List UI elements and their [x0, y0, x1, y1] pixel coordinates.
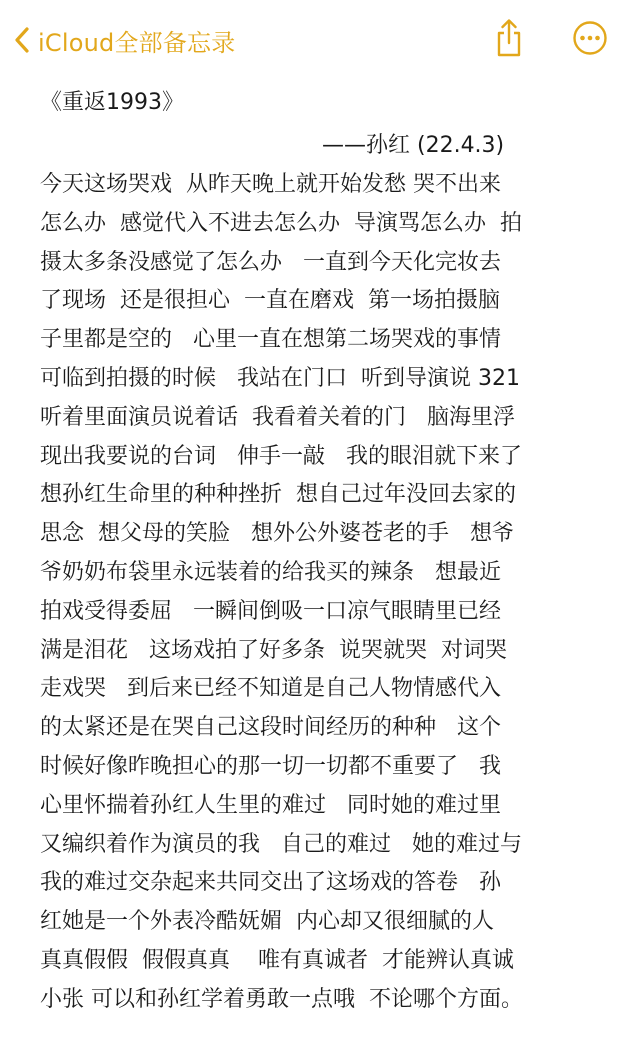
note-line: 思念 想父母的笑脸 想外公外婆苍老的手 想爷: [40, 521, 514, 547]
note-author: ——孙红 (22.4.3): [322, 133, 505, 158]
note-line: 摄太多条没感觉了怎么办 一直到今天化完妆去: [40, 249, 501, 275]
note-line: 满是泪花 这场戏拍了好多条 说哭就哭 对词哭: [40, 637, 507, 663]
note-line: 怎么办 感觉代入不进去怎么办 导演骂怎么办 拍: [40, 210, 522, 236]
navigation-bar: [0, 0, 640, 78]
note-line: 现出我要说的台词 伸手一敲 我的眼泪就下来了: [40, 443, 522, 469]
note-line: 听着里面演员说着话 我看着关着的门 脑海里浮: [40, 404, 515, 430]
note-line: 我的难过交杂起来共同交出了这场戏的答卷 孙: [40, 870, 501, 896]
note-content[interactable]: [40, 80, 610, 1020]
note-line: 子里都是空的 心里一直在想第二场哭戏的事情: [40, 327, 501, 353]
note-line: 了现场 还是很担心 一直在磨戏 第一场拍摄脑: [40, 288, 500, 314]
ellipsis-circle-icon: [572, 20, 608, 60]
share-icon: [493, 18, 525, 62]
note-line: 时候好像昨晚担心的那一切一切都不重要了 我: [40, 753, 501, 779]
note-line: 真真假假 假假真真 唯有真诚者 才能辨认真诚: [40, 947, 514, 973]
note-line: 想孙红生命里的种种挫折 想自己过年没回去家的: [40, 482, 516, 508]
note-line: 走戏哭 到后来已经不知道是自己人物情感代入: [40, 676, 501, 702]
back-button[interactable]: [14, 20, 235, 60]
note-line: 可临到拍摄的时候 我站在门口 听到导演说 321: [40, 365, 520, 391]
more-options-button[interactable]: [568, 18, 612, 62]
back-label: iCloud全部备忘录: [38, 28, 236, 57]
note-line: 爷奶奶布袋里永远装着的给我买的辣条 想最近: [40, 559, 501, 585]
note-line: 红她是一个外表冷酷妩媚 内心却又很细腻的人: [40, 909, 494, 935]
share-button[interactable]: [487, 18, 531, 62]
note-line: 拍戏受得委屈 一瞬间倒吸一口凉气眼睛里已经: [40, 598, 501, 624]
chevron-left-icon: [14, 26, 30, 54]
note-line: 又编织着作为演员的我 自己的难过 她的难过与: [40, 831, 522, 857]
note-line: 心里怀揣着孙红人生里的难过 同时她的难过里: [40, 792, 501, 818]
note-body: [40, 166, 610, 1020]
note-line: 小张 可以和孙红学着勇敢一点哦 不论哪个方面。: [40, 986, 523, 1012]
note-title: 《重返1993》: [40, 90, 184, 115]
note-line: 的太紧还是在哭自己这段时间经历的种种 这个: [40, 715, 501, 741]
note-line: 今天这场哭戏 从昨天晚上就开始发愁 哭不出来: [40, 172, 501, 197]
